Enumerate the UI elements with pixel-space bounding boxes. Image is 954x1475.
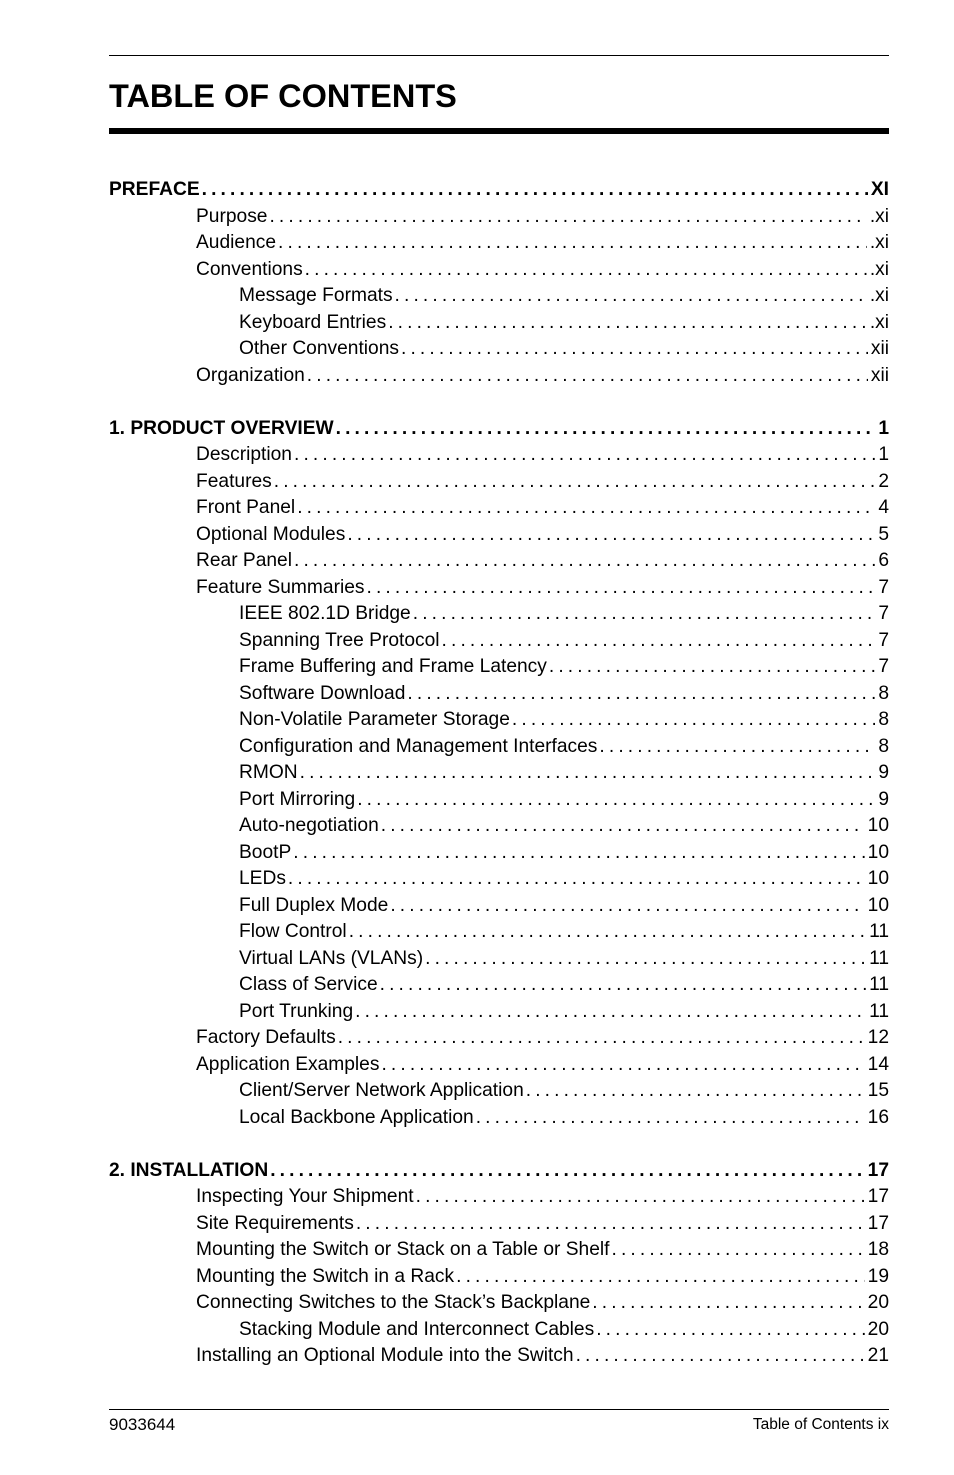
- toc-dot-leader: [526, 1078, 865, 1105]
- toc-entry[interactable]: [109, 363, 889, 390]
- toc-entry-label: Configuration and Management Interfaces: [239, 735, 598, 757]
- toc-entry[interactable]: [109, 522, 889, 549]
- toc-entry[interactable]: [109, 204, 889, 231]
- toc-dot-leader: [293, 840, 864, 867]
- toc-entry-page: 7: [878, 603, 889, 624]
- toc-entry[interactable]: [109, 416, 889, 443]
- toc-entry-page: 10: [867, 841, 889, 863]
- toc-entry-label: Organization: [196, 364, 305, 386]
- toc-dot-leader: [356, 1211, 865, 1238]
- toc-entry[interactable]: [109, 177, 889, 204]
- toc-entry[interactable]: [109, 1237, 889, 1264]
- toc-dot-leader: [336, 416, 876, 443]
- toc-entry-label: Non-Volatile Parameter Storage: [239, 709, 510, 730]
- toc-dot-leader: [476, 1105, 865, 1132]
- toc-entry[interactable]: [109, 1343, 889, 1370]
- toc-dot-leader: [349, 919, 866, 946]
- toc-entry[interactable]: [109, 1078, 889, 1105]
- toc-entry-label: 1. PRODUCT OVERVIEW: [109, 417, 334, 439]
- toc-entry-page: 17: [867, 1159, 889, 1181]
- toc-entry-label: Inspecting Your Shipment: [196, 1186, 414, 1207]
- toc-entry-label: Mounting the Switch or Stack on a Table or Shelf: [196, 1239, 610, 1260]
- toc-dot-leader: [425, 946, 866, 973]
- toc-entry-page: 17: [867, 1212, 889, 1234]
- toc-entry-label: Flow Control: [239, 921, 347, 942]
- toc-entry-page: 7: [878, 576, 889, 598]
- toc-entry-label: Audience: [196, 232, 277, 253]
- toc-entry-label: Rear Panel: [196, 550, 292, 571]
- toc-entry-page: xii: [870, 364, 889, 386]
- toc-entry[interactable]: [109, 628, 889, 655]
- toc-entry[interactable]: [109, 1158, 889, 1185]
- toc-dot-leader: [288, 866, 865, 893]
- toc-dot-leader: [269, 204, 866, 231]
- toc-entry[interactable]: [109, 893, 889, 920]
- toc-entry-label: Keyboard Entries: [239, 311, 387, 333]
- toc-dot-leader: [355, 999, 866, 1026]
- toc-dot-leader: [294, 442, 875, 469]
- toc-entry-label: Client/Server Network Application: [239, 1080, 524, 1101]
- top-rule: [109, 55, 889, 56]
- footer-doc-number: 9033644: [109, 1415, 176, 1434]
- toc-dot-leader: [381, 1052, 864, 1079]
- toc-entry-label: Application Examples: [196, 1053, 380, 1075]
- toc-entry-page: 5: [878, 523, 889, 545]
- toc-entry[interactable]: [109, 999, 889, 1026]
- toc-dot-leader: [347, 522, 875, 549]
- toc-entry[interactable]: [109, 1264, 889, 1291]
- toc-dot-leader: [270, 1158, 864, 1185]
- toc-entry-label: Features: [196, 470, 272, 492]
- toc-entry-page: 12: [867, 1027, 889, 1048]
- toc-entry-page: 7: [878, 656, 889, 677]
- toc-dot-leader: [380, 972, 866, 999]
- toc-entry-label: Other Conventions: [239, 338, 399, 359]
- toc-entry-page: 16: [867, 1106, 889, 1128]
- toc-entry-label: RMON: [239, 762, 298, 783]
- toc-entry-page: 4: [878, 497, 889, 518]
- toc-entry-page: 8: [878, 735, 889, 757]
- title-rule: [109, 128, 889, 134]
- toc-entry-label: Class of Service: [239, 974, 378, 995]
- toc-entry-page: 17: [867, 1186, 889, 1207]
- toc-dot-leader: [592, 1290, 864, 1317]
- toc-dot-leader: [390, 893, 864, 920]
- toc-entry[interactable]: [109, 1290, 889, 1317]
- toc-entry[interactable]: [109, 283, 889, 310]
- toc-entry-page: XI: [870, 179, 889, 200]
- toc-entry-page: xii: [870, 338, 889, 359]
- toc-entry-label: Connecting Switches to the Stack’s Backplane: [196, 1292, 591, 1313]
- toc-entry-label: Installing an Optional Module into the Switch: [196, 1345, 574, 1366]
- toc-entry[interactable]: [109, 1052, 889, 1079]
- toc-entry-page: 20: [867, 1292, 889, 1313]
- toc-dot-leader: [274, 469, 876, 496]
- toc-dot-leader: [278, 230, 867, 257]
- toc-entry[interactable]: [109, 495, 889, 522]
- toc-entry[interactable]: [109, 1025, 889, 1052]
- toc-entry[interactable]: [109, 919, 889, 946]
- toc-entry[interactable]: [109, 548, 889, 575]
- toc-entry-page: .xi: [869, 285, 889, 306]
- toc-entry[interactable]: [109, 1317, 889, 1344]
- toc-dot-leader: [338, 1025, 865, 1052]
- toc-entry-label: Software Download: [239, 682, 406, 704]
- toc-dot-leader: [512, 707, 875, 734]
- toc-entry-label: LEDs: [239, 868, 286, 889]
- toc-entry-page: 14: [867, 1053, 889, 1075]
- toc-dot-leader: [413, 601, 876, 628]
- toc-entry-page: 11: [869, 1000, 889, 1022]
- toc-entry-page: 11: [869, 974, 889, 995]
- toc-dot-leader: [297, 495, 875, 522]
- toc-dot-leader: [381, 813, 865, 840]
- toc-entry-label: Description: [196, 444, 292, 465]
- toc-entry-label: Frame Buffering and Frame Latency: [239, 656, 547, 677]
- toc-entry-page: 18: [867, 1239, 889, 1260]
- toc-entry[interactable]: [109, 469, 889, 496]
- toc-entry-label: Virtual LANs (VLANs): [239, 947, 424, 969]
- toc-entry-label: Port Mirroring: [239, 788, 356, 810]
- toc-entry[interactable]: [109, 972, 889, 999]
- toc-entry[interactable]: [109, 787, 889, 814]
- toc-entry[interactable]: [109, 601, 889, 628]
- toc-entry[interactable]: [109, 310, 889, 337]
- toc-entry[interactable]: [109, 575, 889, 602]
- toc-entry[interactable]: [109, 760, 889, 787]
- toc-entry-page: 8: [878, 682, 889, 704]
- toc-entry-page: 7: [878, 629, 889, 651]
- toc-entry[interactable]: [109, 1211, 889, 1238]
- toc-entry[interactable]: [109, 813, 889, 840]
- toc-dot-leader: [611, 1237, 864, 1264]
- toc-dot-leader: [599, 734, 875, 761]
- toc-dot-leader: [388, 310, 867, 337]
- toc-dot-leader: [307, 363, 868, 390]
- toc-entry-label: Conventions: [196, 258, 303, 280]
- toc-entry-page: .xi: [869, 232, 889, 253]
- toc-dot-leader: [202, 177, 868, 204]
- toc-entry-page: 6: [878, 550, 889, 571]
- toc-entry-label: Factory Defaults: [196, 1027, 336, 1048]
- toc-entry-page: 20: [867, 1318, 889, 1340]
- toc-dot-leader: [416, 1184, 865, 1211]
- toc-dot-leader: [576, 1343, 865, 1370]
- toc-entry[interactable]: [109, 230, 889, 257]
- toc-entry-label: PREFACE: [109, 179, 200, 200]
- toc-dot-leader: [596, 1317, 864, 1344]
- toc-entry[interactable]: [109, 654, 889, 681]
- toc-entry-label: IEEE 802.1D Bridge: [239, 603, 411, 624]
- toc-dot-leader: [549, 654, 875, 681]
- toc-entry-label: Stacking Module and Interconnect Cables: [239, 1318, 595, 1340]
- toc-dot-leader: [442, 628, 876, 655]
- toc-list: [109, 177, 889, 1370]
- toc-entry-label: Mounting the Switch in a Rack: [196, 1265, 455, 1287]
- toc-entry-label: Front Panel: [196, 497, 296, 518]
- toc-entry-page: 1: [878, 444, 889, 465]
- toc-entry[interactable]: [109, 946, 889, 973]
- toc-entry-page: 11: [869, 921, 889, 942]
- toc-dot-leader: [401, 336, 868, 363]
- toc-entry-page: 10: [867, 815, 889, 836]
- toc-entry[interactable]: [109, 336, 889, 363]
- page-title: TABLE OF CONTENTS: [109, 78, 457, 114]
- toc-dot-leader: [395, 283, 867, 310]
- toc-entry-label: Purpose: [196, 205, 268, 227]
- toc-entry-page: 21: [867, 1345, 889, 1366]
- toc-entry[interactable]: [109, 1105, 889, 1132]
- toc-entry-page: 9: [878, 788, 889, 810]
- toc-dot-leader: [357, 787, 875, 814]
- toc-entry-page: 2: [878, 470, 889, 492]
- toc-entry-label: Spanning Tree Protocol: [239, 629, 440, 651]
- toc-entry-page: .xi: [869, 311, 889, 333]
- toc-entry-page: 9: [878, 762, 889, 783]
- toc-entry-page: 1: [878, 417, 889, 439]
- toc-entry-page: 11: [869, 947, 889, 969]
- toc-dot-leader: [407, 681, 875, 708]
- footer-section-label: Table of Contents ix: [752, 1416, 889, 1433]
- toc-entry-page: 15: [867, 1080, 889, 1101]
- toc-entry[interactable]: [109, 442, 889, 469]
- toc-entry-page: 10: [867, 868, 889, 889]
- toc-entry[interactable]: [109, 866, 889, 893]
- toc-dot-leader: [366, 575, 875, 602]
- toc-entry-label: Site Requirements: [196, 1212, 354, 1234]
- toc-entry-label: Auto-negotiation: [239, 815, 379, 836]
- toc-dot-leader: [294, 548, 875, 575]
- toc-entry[interactable]: [109, 840, 889, 867]
- toc-entry-label: Port Trunking: [239, 1000, 354, 1022]
- toc-entry-page: 19: [867, 1265, 889, 1287]
- toc-entry[interactable]: [109, 1184, 889, 1211]
- toc-entry-label: Message Formats: [239, 285, 393, 306]
- toc-entry-page: 8: [878, 709, 889, 730]
- toc-entry-page: 10: [867, 894, 889, 916]
- toc-entry[interactable]: [109, 257, 889, 284]
- toc-entry[interactable]: [109, 681, 889, 708]
- toc-entry-label: Full Duplex Mode: [239, 894, 389, 916]
- toc-dot-leader: [300, 760, 876, 787]
- toc-entry-page: .xi: [869, 205, 889, 227]
- toc-entry-label: 2. INSTALLATION: [109, 1159, 269, 1181]
- toc-entry-page: .xi: [869, 258, 889, 280]
- toc-entry-label: BootP: [239, 841, 292, 863]
- toc-entry-label: Optional Modules: [196, 523, 346, 545]
- bottom-rule: [109, 1409, 889, 1410]
- toc-entry[interactable]: [109, 734, 889, 761]
- toc-entry[interactable]: [109, 707, 889, 734]
- toc-dot-leader: [305, 257, 867, 284]
- toc-dot-leader: [456, 1264, 865, 1291]
- toc-entry-label: Feature Summaries: [196, 576, 365, 598]
- toc-entry-label: Local Backbone Application: [239, 1106, 474, 1128]
